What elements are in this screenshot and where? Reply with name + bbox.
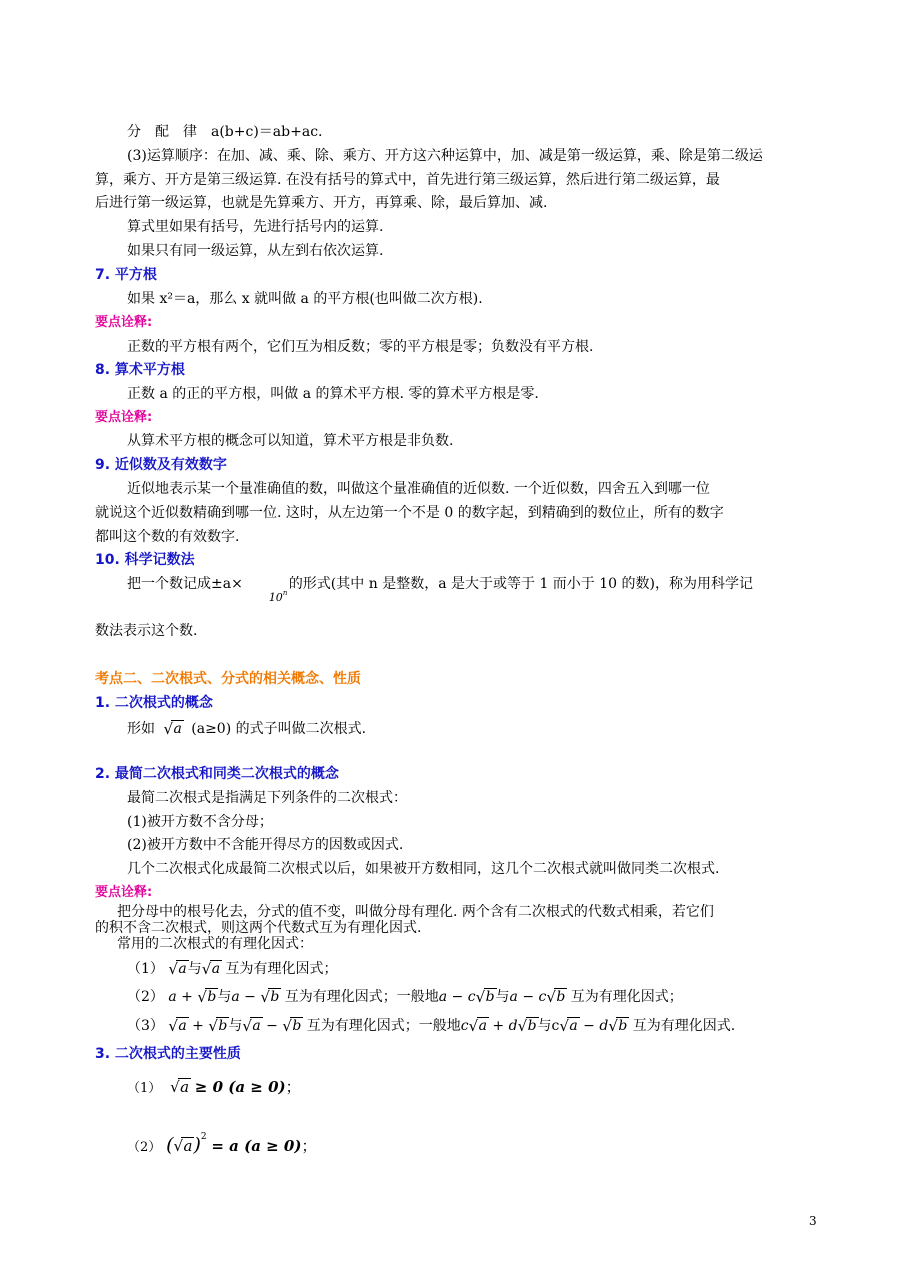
text-line: 从算术平方根的概念可以知道，算术平方根是非负数. bbox=[127, 433, 454, 449]
text-fragment: 与 bbox=[495, 989, 510, 1005]
text-line: 正数 a 的正的平方根，叫做 a 的算术平方根. 零的算术平方根是零. bbox=[127, 386, 539, 402]
text-line: 如果只有同一级运算，从左到右依次运算. bbox=[127, 243, 384, 259]
key-point-label: 要点诠释: bbox=[95, 885, 153, 900]
formula-line bbox=[127, 1128, 317, 1157]
text-line: 几个二次根式化成最简二次根式以后，如果被开方数相同，这几个二次根式就叫做同类二次根式. bbox=[127, 861, 720, 877]
expr-sqrt-a-minus-sqrt-b: √ a − √ b bbox=[242, 1017, 302, 1035]
property-expression: ≥ 0 (a ≥ 0) bbox=[194, 1078, 286, 1096]
text-fragment: 互为有理化因式；一般地 bbox=[306, 1018, 461, 1034]
text-line: 后进行第一级运算，也就是先算乘方、开方，再算乘、除，最后算加、减. bbox=[95, 195, 548, 211]
text-fragment: 互为有理化因式； bbox=[225, 961, 338, 977]
formula-line bbox=[127, 1078, 301, 1098]
text-fragment: ； bbox=[285, 1078, 301, 1096]
key-point-label: 要点诠释: bbox=[95, 410, 153, 425]
text-line: 近似地表示某一个量准确值的数，叫做这个量准确值的近似数. 一个近似数，四舍五入到哪一位 bbox=[127, 481, 710, 497]
text-line: 算，乘方、开方是第三级运算. 在没有括号的算式中，首先进行第三级运算，然后进行第二级运算，最 bbox=[95, 172, 720, 188]
text-line: 数法表示这个数. bbox=[95, 623, 198, 639]
item-number: （1） bbox=[127, 1081, 162, 1096]
power-exponent: n bbox=[282, 589, 288, 597]
item-number: （3） bbox=[127, 1018, 164, 1034]
power-of-ten bbox=[243, 575, 289, 604]
expr-a-minus-c-sqrt-b: a − c √ b bbox=[438, 988, 495, 1006]
exponent: 2 bbox=[200, 1132, 207, 1142]
text-fragment: 互为有理化因式. bbox=[632, 1018, 736, 1034]
section-heading: 8. 算术平方根 bbox=[95, 362, 185, 378]
text-fragment: 的形式(其中 n 是整数，a 是大于或等于 1 而小于 10 的数)，称为用科学记 bbox=[288, 576, 753, 592]
formula-line bbox=[127, 1017, 735, 1035]
text-line: 分 配 律 a(b+c)＝ab+ac. bbox=[127, 124, 323, 140]
text-line: 都叫这个数的有效数字. bbox=[95, 529, 240, 545]
property-expression: = a (a ≥ 0) bbox=[211, 1137, 302, 1155]
text-line bbox=[127, 575, 753, 604]
text-line: 常用的二次根式的有理化因式： bbox=[117, 936, 313, 952]
text-line: 把分母中的根号化去，分式的值不变，叫做分母有理化. 两个含有二次根式的代数式相乘，若它们 bbox=[117, 904, 714, 920]
text-fragment: c bbox=[551, 1018, 560, 1034]
section-heading: 10. 科学记数法 bbox=[95, 552, 195, 568]
text-fragment: 互为有理化因式； bbox=[570, 989, 683, 1005]
text-fragment: 与 bbox=[228, 1018, 243, 1034]
chapter-heading: 考点二、二次根式、分式的相关概念、性质 bbox=[95, 671, 361, 687]
text-line: 最简二次根式是指满足下列条件的二次根式： bbox=[127, 790, 407, 806]
formula-line bbox=[127, 988, 683, 1006]
paren-sqrt-a: ( √ a) bbox=[166, 1134, 201, 1156]
text-line: (2)被开方数中不含能开得尽方的因数或因式. bbox=[127, 837, 404, 853]
text-line: 正数的平方根有两个，它们互为相反数；零的平方根是零；负数没有平方根. bbox=[127, 339, 594, 355]
text-line: 如果 x²＝a，那么 x 就叫做 a 的平方根(也叫做二次方根). bbox=[127, 291, 483, 307]
expr-a-minus-sqrt-b: a − √ b bbox=[231, 988, 280, 1006]
text-line: 就说这个近似数精确到哪一位. 这时，从左边第一个不是 0 的数字起，到精确到的数位止，所有的数字 bbox=[95, 505, 724, 521]
sqrt-a: √ a bbox=[168, 960, 187, 978]
text-fragment: (a≥0) 的式子叫做二次根式. bbox=[191, 721, 367, 737]
text-line: (1)被开方数不含分母； bbox=[127, 814, 273, 830]
text-fragment: 互为有理化因式；一般地 bbox=[284, 989, 439, 1005]
item-number: （2） bbox=[127, 1140, 162, 1155]
sqrt-a: √ a bbox=[201, 960, 221, 978]
text-line: 算式里如果有括号，先进行括号内的运算. bbox=[127, 219, 384, 235]
expr-a-minus-c-sqrt-b: a − c √ b bbox=[509, 988, 566, 1006]
text-fragment: 形如 bbox=[127, 721, 155, 737]
radicand: a bbox=[173, 721, 182, 737]
text-fragment: ； bbox=[301, 1137, 317, 1155]
formula-line bbox=[127, 960, 338, 978]
expr-sqrt-a-plus-sqrt-b: √ a + √ b bbox=[168, 1017, 228, 1035]
text-line: 的积不含二次根式，则这两个代数式互为有理化因式. bbox=[95, 920, 422, 936]
section-heading: 1. 二次根式的概念 bbox=[95, 695, 213, 711]
expr-c-sqrt-a-plus-d-sqrt-b: c √ a + d √ b bbox=[460, 1017, 537, 1035]
section-heading: 2. 最简二次根式和同类二次根式的概念 bbox=[95, 766, 339, 782]
item-number: （1） bbox=[127, 961, 164, 977]
sqrt-a: √ a bbox=[170, 1078, 190, 1096]
text-fragment: 把一个数记成±a× bbox=[127, 576, 243, 592]
key-point-label: 要点诠释: bbox=[95, 315, 153, 330]
text-line bbox=[127, 720, 366, 738]
section-heading: 3. 二次根式的主要性质 bbox=[95, 1046, 241, 1062]
text-fragment: 与 bbox=[217, 989, 232, 1005]
page-number: 3 bbox=[809, 1214, 817, 1228]
section-heading: 9. 近似数及有效数字 bbox=[95, 457, 227, 473]
sqrt-expression bbox=[163, 720, 182, 738]
text-fragment: 与 bbox=[537, 1018, 552, 1034]
text-line: (3)运算顺序：在加、减、乘、除、乘方、开方这六种运算中，加、减是第一级运算，乘、除是第二级运 bbox=[127, 148, 763, 164]
power-base: 10 bbox=[268, 591, 283, 604]
radical-sign: √ bbox=[163, 720, 174, 738]
section-heading: 7. 平方根 bbox=[95, 267, 157, 283]
expr-sqrt-a-minus-d-sqrt-b: √ a − d √ b bbox=[559, 1017, 628, 1035]
text-fragment: 与 bbox=[187, 961, 202, 977]
expr-a-plus-sqrt-b: a + √ b bbox=[168, 988, 217, 1006]
item-number: （2） bbox=[127, 989, 164, 1005]
